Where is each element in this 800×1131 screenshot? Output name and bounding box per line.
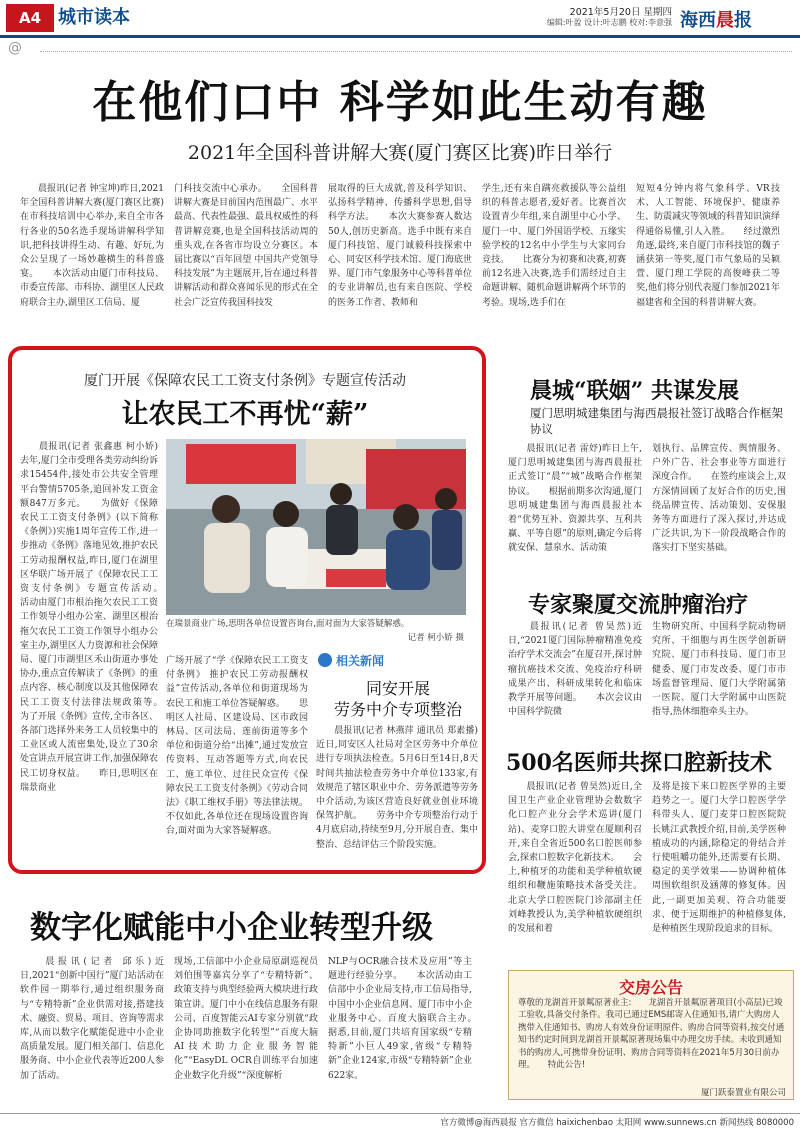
story1-col3: 展取得的巨大成就,普及科学知识、弘扬科学精神、传播科学思想,倡导科学方法。 本次大赛参赛人数达50人,创历史新高。选手中既有来自厦门科技馆、厦门诚毅科技探索中心、同安区科学技术馆、厦门海底世界、厦门市气象服务中心等科普单位的专业讲解员,也有来自医院、学校的医务工作者、教师和 bbox=[328, 184, 472, 308]
logo-part-c: 报 bbox=[734, 10, 752, 31]
notice-signer: 厦门跃泰置业有限公司 bbox=[700, 1088, 786, 1098]
section-title: 城市读本 bbox=[58, 7, 130, 28]
story3-col1: 晨报讯(记者 雷妤)昨日上午,厦门思明城建集团与海西晨报社正式签订“晨”“城”战略合作框架协议。 根据前期多次沟通,厦门思明城建集团与海西晨报社本着“优势互补、资源共享、互利共赢、平等自愿”的原则,确定今后将就安保、慧泉水、活动策 bbox=[508, 444, 642, 554]
story4-col2: 生物研究所、中国科学院动物研究所、干细胞与再生医学创新研究院、厦门市科技局、厦门市卫健委、厦门市发改委、厦门市市场监督管理局、厦门大学附属第一医院、厦门大学附属中山医院指导,热休细胞牵头主办。 bbox=[652, 622, 786, 718]
story1-col1: 晨报讯(记者 钟宝坤)昨日,2021年全国科普讲解大赛(厦门赛区比赛)在市科技培训中心举办,来自全市各行各业的50名选手现场讲解科学知识,把科技讲得生动、有趣、好玩,为众公呈现了一场妙趣横生的科普盛宴。 本次活动由厦门市科技局、市委宣传部、市科协、湖里区人民政府联合主办,湖里区工信局、厦 bbox=[20, 184, 164, 308]
story5-col1: 晨报讯(记者 曾昊然)近日,全国卫生产业企业管理协会数数字化口腔产业分会学术巡讲(厦门站)、麦穿口腔大讲堂在厦顺利召开,来自全省近500名口腔医师参会,探索口腔数字化新技术。 会上,种植牙的功能和美学种植软硬组织和鞭施策略技术备受关注。北京大学口腔医院门诊部副主任刘峰教授认为,美学种植软硬组织的发展和着 bbox=[508, 782, 642, 935]
at-icon: @ bbox=[8, 40, 22, 56]
page-number: A4 bbox=[6, 4, 54, 32]
story1-col4: 学生,还有来自蹒亮救援队等公益组织的科普志愿者,爱好者。比赛首次设置青少年组,来自湖里中心小学、厦门一中、厦门外国语学校、五缘实验学校的12名中小学生与大家同台竞技。 比赛分为初赛和决赛,初赛前12名进入决赛,选手们需经过自主命题讲解、随机命题讲解两个环节的考验。现场,选手们在 bbox=[482, 184, 626, 308]
story4-headline: 专家聚厦交流肿瘤治疗 bbox=[528, 592, 749, 618]
story1-col5: 短短4分钟内将气象科学、VR技术、人工智能、环境保护、健康养生、防震减灾等领域的科普知识演绎得通俗易懂,引人入胜。 经过激烈角逐,最终,来自厦门市科技馆的魏子涵获第一等奖,厦门市气象局的吴颖萱、厦门理工学院的高俊峰获二等奖,他们将分别代表厦门参加2021年福建省和全国的科普讲解大赛。 bbox=[636, 184, 780, 308]
story5-headline: 500名医师共探口腔新技术 bbox=[506, 750, 772, 776]
logo-part-b: 晨 bbox=[716, 10, 734, 31]
related-news-tag: 相关新闻 bbox=[336, 654, 385, 668]
story1-headline: 在他们口中 科学如此生动有趣 bbox=[92, 77, 708, 128]
related-headline-line2: 劳务中介专项整治 bbox=[333, 700, 462, 719]
story3-headline: 晨城“联姻” 共谋发展 bbox=[530, 378, 739, 404]
notice-title: 交房公告 bbox=[618, 978, 683, 997]
related-news-body: 晨报讯(记者 林燕萍 通讯员 郑素播)近日,同安区人社局对全区劳务中介单位进行专项执法检查。5月6日至14日,8天时间共抽法检查劳务中介单位133家,有效规范了辖区职业中介、劳务派遣等劳务中介活动,为该区营造良好就业创业环境保驾护航。 劳务中介专项整治行动于4月底启动,持续至9月,分开展自查、集中整治、总结评估三个阶段实施。 bbox=[316, 726, 478, 850]
photo-caption: 在瑞景商业广场,思明各单位设置咨询台,面对面为大家答疑解惑。 bbox=[166, 619, 410, 629]
story5-col2: 及将是接下来口腔医学界的主要趋势之一。厦门大学口腔医学学科带头人、厦门麦芽口腔医院院长姚江武教授介绍,目前,美学医种植成功的内涵,除稳定的骨结合并行使咀嚼功能外,还需要有长期、稳定的美学效果——协调种植体周围软组织及涵薄的修复体。因此,一副更加美观、符合功能要求、便于远期维护的种植修复体,是种植医生现阶段追求的目标。 bbox=[652, 782, 786, 935]
related-news-icon bbox=[318, 653, 332, 667]
story4-col1: 晨报讯(记者 曾昊然)近日,“2021厦门国际肿瘤精准免疫治疗学术交流会”在厦召开,探讨肿瘤抗癌技术交流、免疫治疗科研成果产出、科研成果转化和临床教学开展等问题。 本次会议由中国科学院微 bbox=[508, 622, 642, 718]
footer-contacts: 官方微博@海西晨报 官方微信 haixichenbao 太阳网 www.sunnews.cn 新闻热线 8080000 bbox=[440, 1118, 794, 1128]
story3-col2: 划执行、品牌宣传、舆情服务、户外广告、社会事业等方面进行深度合作。 在签约座谈会上,双方深情回顾了友好合作的历史,围绕品牌宣传、活动策划、安保服务等方面进行了深入探讨,并达成广泛共识,为下一阶段战略合作的落实打下坚实基础。 bbox=[652, 444, 786, 554]
story2-headline: 让农民工不再忧“薪” bbox=[121, 399, 369, 430]
header-rule bbox=[0, 35, 800, 38]
dotted-divider bbox=[40, 51, 792, 52]
story2-kicker: 厦门开展《保障农民工工资支付条例》专题宣传活动 bbox=[84, 373, 406, 389]
date-line: 2021年5月20日 星期四 bbox=[569, 7, 672, 18]
story6-col2: 现场,工信部中小企业局原副巡视员刘伯围等嘉宾分享了“专精特新”、政策支持与典型经验两大模块进行政策宣讲。厦门中小在线信息服务有限公司、百度智能云AI专家分别就“政企协同助推数字化转型”“百度大脑AI技术助力企业服务智能化”“EasyDL OCR自训练平台加速企业数字化升级”“深度解析 bbox=[174, 957, 318, 1081]
story2-col1: 晨报讯(记者 张鑫惠 柯小娇)去年,厦门全市受理各类劳动纠纷诉求15454件,接处市公共安全管理平台警情5705条,追回补发工资金额847万多元。 为做好《保障农民工工资支付条例》(以下简称《条例》)实施1周年宣传工作,进一步推动《条例》落地见效,推护农民工劳动报酬权益,昨日,厦门在湖里区华联广场开展了《保障农民工工资支付条例》专题宣传活动。 活动由厦门市根治拖欠农民工工资工作领导小组办公室、湖里区根治拖欠农民工工资工作领导小组办公室主办,湖里区人力资源和社会保障局、厦门市湖里区禾山街道办事处协办,重点宣传解读了《条例》的重点内容、核心制度以及其他保障农民工工资支付法律法规政策等。 为了开展《条例》宣传,全市各区、各部门选择外来务工人员较集中的工业区或人流密集处,设立了30余处宣讲点开展宣讲工作,加强保障农民工切身权益。 昨日,思明区在瑞景商业 bbox=[20, 442, 158, 793]
story6-headline: 数字化赋能中小企业转型升级 bbox=[30, 910, 433, 946]
event-photo-illustration bbox=[166, 439, 466, 615]
logo-part-a: 海西 bbox=[680, 10, 716, 31]
notice-body: 尊敬的龙湖首开景粼原著业主: 龙湖首开景粼原著项目(小高层)已竣工验收,具备交付条件。我司已通过EMS邮寄入住通知书,请广大购房人携带入住通知书、购房人有效身份证明原件、购房合同等资料,按交付通知书约定时间到龙湖首开景粼原著现场集中办理交房手续。未收到通知书的购房人,可携带身份证明、购房合同等资料在2021年5月30日前办理。 特此公告! bbox=[518, 998, 785, 1071]
story2-col2: 广场开展了“学《保障农民工工资支付条例》 推护农民工劳动报酬权益”宣传活动,各单位和街道现场为农民工和施工单位答疑解惑。 思明区人社局、区建设局、区市政园林局、区司法局、莲前街道等多个单位和街道分给“出摊”,通过发放宣传资料、互动答题等方式,向农民工、施工单位、过往民众宣传《保障农民工工资支付条例》《劳动合同法》《职工维权手册》等法律法规。不仅如此,各单位还在现场设置咨询台,面对面为大家答疑解惑。 bbox=[166, 656, 308, 837]
editors-line: 编辑:叶盈 设计:叶志鹏 校对:李意强 bbox=[546, 18, 672, 27]
story6-col1: 晨报讯(记者 邱乐)近日,2021“创新中国行”厦门站活动在软件园一期举行,通过组织服务商与“专精特新”企业供需对接,搭建技术、融资、贸易、项目、咨询等需求库,从而以数字化赋能促进中小企业高质量发展。厦门相关部门、信息化服务商、中小企业代表等近200人参加了活动。 bbox=[20, 957, 164, 1081]
story1-subhead: 2021年全国科普讲解大赛(厦门赛区比赛)昨日举行 bbox=[187, 142, 613, 164]
event-photo bbox=[166, 439, 466, 615]
story1-col2: 门科技交流中心承办。 全国科普讲解大赛是目前国内范围最广、水平最高、代表性最强、最具权威性的科普讲解竞赛,也是全国科技活动周的重头戏,在各省市均设立分赛区。本届比赛以“百年回望 中国共产党领导科技发展”为主题展开,旨在通过科普讲解活动和群众喜闻乐见的形式在全社会广泛宣传我国科技发 bbox=[174, 184, 318, 308]
photo-credit: 记者 柯小娇 摄 bbox=[407, 633, 464, 643]
related-headline-line1: 同安开展 bbox=[365, 679, 430, 698]
newspaper-logo bbox=[680, 6, 752, 32]
story3-subhead: 厦门思明城建集团与海西晨报社签订战略合作框架协议 bbox=[530, 406, 783, 436]
story6-col3: NLP与OCR融合技术及应用”等主题进行经验分享。 本次活动由工信部中小企业局支持,市工信局指导,中国中小企业信息网、厦门市中小企业服务中心、百度大脑联合主办。 据悉,目前,厦门共培育国家级“专精特新”小巨人49家,省级“专精特新”企业124家,市级“专精特新”企业622家。 bbox=[328, 957, 472, 1081]
